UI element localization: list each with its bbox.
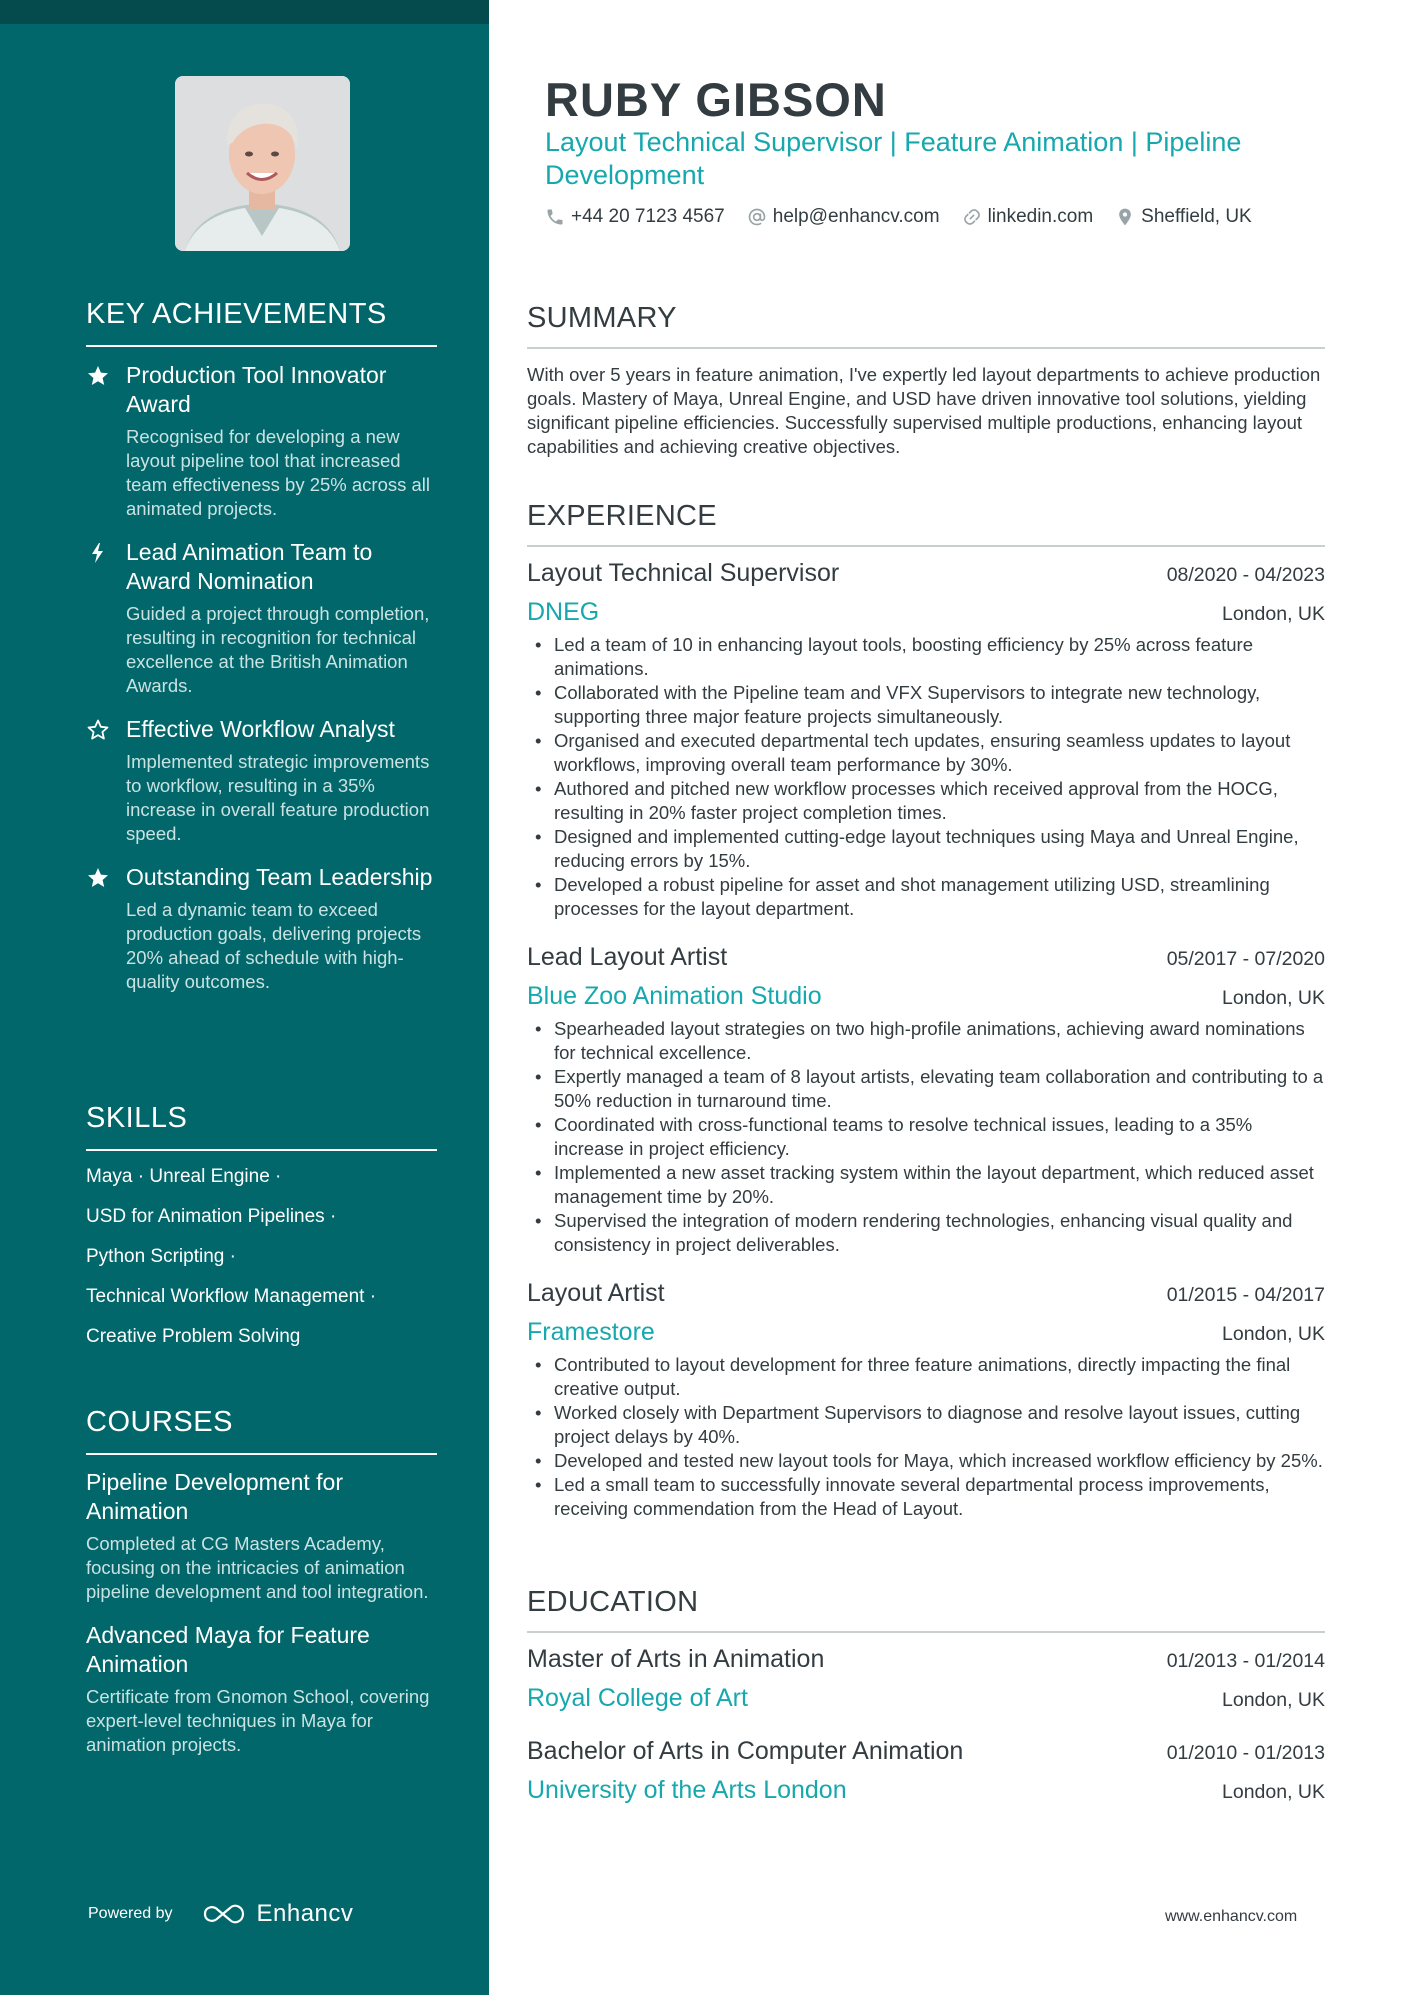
link-icon (962, 207, 982, 227)
skill-item: Python Scripting · (86, 1246, 236, 1267)
course-description: Completed at CG Masters Academy, focusing on the intricacies of animation pipeline development and tool integration. (86, 1533, 429, 1602)
job-bullet: • Developed and tested new layout tools for Maya, which increased workflow efficiency by 25%. (527, 1449, 1325, 1473)
section-heading: COURSES (86, 1406, 437, 1455)
experience-entry (527, 559, 1325, 921)
section-heading: SKILLS (86, 1102, 437, 1151)
job-dates: 01/2015 - 04/2017 (1166, 1284, 1325, 1306)
education-entry (527, 1737, 1325, 1805)
achievement-description: Implemented strategic improvements to workflow, resulting in a 35% increase in overall feature production speed. (126, 751, 430, 844)
headline: Layout Technical Supervisor | Feature Animation | Pipeline Development (545, 127, 1242, 190)
course-description: Certificate from Gnomon School, covering expert-level techniques in Maya for animation projects. (86, 1686, 430, 1755)
experience-heading: EXPERIENCE (527, 500, 1325, 547)
education-heading: EDUCATION (527, 1586, 1325, 1633)
achievement-item (86, 715, 437, 846)
company-name: Blue Zoo Animation Studio (527, 982, 822, 1010)
course-item (86, 1468, 437, 1604)
job-bullet: • Collaborated with the Pipeline team and VFX Supervisors to integrate new technology, supporting three major feature projects simultaneously. (527, 681, 1325, 729)
lightning-icon (86, 541, 110, 565)
company-name: DNEG (527, 598, 600, 626)
job-bullet: • Spearheaded layout strategies on two high-profile animations, achieving award nominations for technical excellence. (527, 1017, 1325, 1065)
job-bullets (527, 1353, 1325, 1521)
job-bullet: • Supervised the integration of modern rendering technologies, enhancing visual quality and consistency in project deliverables. (527, 1209, 1325, 1257)
achievement-item (86, 361, 437, 521)
education-entry (527, 1645, 1325, 1713)
job-bullet: • Led a small team to successfully innovate several departmental process improvements, receiving commendation from the Head of Layout. (527, 1473, 1325, 1521)
contact-email[interactable] (747, 206, 940, 228)
job-bullet: • Contributed to layout development for three feature animations, directly impacting the final creative output. (527, 1353, 1325, 1401)
job-bullet: • Worked closely with Department Supervisors to diagnose and resolve layout issues, cutting project delays by 40%. (527, 1401, 1325, 1449)
job-title: Layout Technical Supervisor (527, 559, 840, 587)
job-bullet: • Expertly managed a team of 8 layout artists, elevating team collaboration and contributing to a 50% reduction in turnaround time. (527, 1065, 1325, 1113)
phone-icon (545, 207, 565, 227)
job-bullet: • Implemented a new asset tracking system within the layout department, which reduced asset management time by 20%. (527, 1161, 1325, 1209)
email-text: help@enhancv.com (772, 206, 940, 227)
achievement-title: Production Tool Innovator Award (126, 362, 387, 417)
experience-entry (527, 1279, 1325, 1521)
contact-bar (545, 206, 1274, 228)
section-heading: KEY ACHIEVEMENTS (86, 298, 437, 347)
profile-photo (175, 76, 350, 251)
candidate-name: RUBY GIBSON (545, 73, 887, 126)
course-title: Advanced Maya for Feature Animation (86, 1622, 370, 1677)
degree-title: Bachelor of Arts in Computer Animation (527, 1737, 964, 1765)
summary-heading: SUMMARY (527, 302, 1325, 349)
education-location: London, UK (1222, 1689, 1325, 1711)
achievement-title: Effective Workflow Analyst (126, 716, 395, 742)
job-bullet: • Organised and executed departmental tech updates, ensuring seamless updates to layout workflows, improving overall team performance by 30%. (527, 729, 1325, 777)
contact-location (1115, 206, 1252, 228)
skills-section (86, 1102, 437, 1357)
job-location: London, UK (1222, 603, 1325, 625)
skill-item: Maya · Unreal Engine · (86, 1166, 282, 1187)
courses-section (86, 1406, 437, 1757)
education-dates: 01/2013 - 01/2014 (1166, 1650, 1325, 1672)
course-item (86, 1621, 437, 1757)
school-name: University of the Arts London (527, 1776, 847, 1804)
at-icon (747, 207, 767, 227)
job-bullet: • Led a team of 10 in enhancing layout tools, boosting efficiency by 25% across feature animations. (527, 633, 1325, 681)
sidebar (0, 0, 489, 1995)
achievement-title: Lead Animation Team to Award Nomination (126, 539, 373, 594)
achievement-description: Guided a project through completion, resulting in recognition for technical excellence at the British Animation Awards. (126, 603, 430, 696)
enhancv-logo-icon (201, 1901, 247, 1927)
course-title: Pipeline Development for Animation (86, 1469, 343, 1524)
job-bullet: • Designed and implemented cutting-edge layout techniques using Maya and Unreal Engine, reducing errors by 15%. (527, 825, 1325, 873)
sidebar-top-bar (0, 0, 489, 24)
powered-by (88, 1900, 353, 1928)
job-location: London, UK (1222, 1323, 1325, 1345)
achievement-description: Recognised for developing a new layout pipeline tool that increased team effectiveness by 25% across all animated projects. (126, 426, 431, 519)
job-dates: 08/2020 - 04/2023 (1166, 564, 1325, 586)
achievement-item (86, 863, 437, 994)
contact-phone[interactable] (545, 206, 725, 228)
phone-text: +44 20 7123 4567 (571, 206, 725, 227)
job-title: Lead Layout Artist (527, 943, 728, 971)
summary-text: With over 5 years in feature animation, I've expertly led layout departments to achieve production goals. Mastery of Maya, Unreal Engine, and USD have driven innovative tool solutions, yielding significant pipeline efficiencies. Successfully supervised multiple productions, enhancing layout capabilities and achieving creative objectives. (527, 364, 1321, 457)
job-bullet: • Authored and pitched new workflow processes which received approval from the HOCG, resulting in 20% faster project completion times. (527, 777, 1325, 825)
star-icon (86, 364, 110, 388)
location-text: Sheffield, UK (1141, 206, 1252, 227)
skill-item: USD for Animation Pipelines · (86, 1206, 337, 1227)
achievement-item (86, 538, 437, 698)
achievement-title: Outstanding Team Leadership (126, 864, 433, 890)
location-pin-icon (1115, 207, 1135, 227)
skill-item: Technical Workflow Management · (86, 1286, 377, 1307)
footer-url[interactable]: www.enhancv.com (1165, 1908, 1298, 1925)
job-bullets (527, 633, 1325, 921)
degree-title: Master of Arts in Animation (527, 1645, 825, 1673)
education-location: London, UK (1222, 1781, 1325, 1803)
education-dates: 01/2010 - 01/2013 (1166, 1742, 1325, 1764)
achievement-description: Led a dynamic team to exceed production goals, delivering projects 20% ahead of schedule with high-quality outcomes. (126, 899, 422, 992)
star-icon (86, 866, 110, 890)
brand-name: Enhancv (256, 1900, 354, 1927)
contact-linkedin[interactable] (962, 206, 1094, 228)
skill-item: Creative Problem Solving (86, 1326, 301, 1347)
experience-entry (527, 943, 1325, 1257)
job-bullet: • Developed a robust pipeline for asset and shot management utilizing USD, streamlining processes for the layout department. (527, 873, 1325, 921)
job-bullets (527, 1017, 1325, 1257)
star-outline-icon (86, 718, 110, 742)
job-title: Layout Artist (527, 1279, 665, 1307)
company-name: Framestore (527, 1318, 655, 1346)
job-location: London, UK (1222, 987, 1325, 1009)
job-bullet: • Coordinated with cross-functional teams to resolve technical issues, leading to a 35% increase in project efficiency. (527, 1113, 1325, 1161)
linkedin-text: linkedin.com (987, 206, 1094, 227)
school-name: Royal College of Art (527, 1684, 748, 1712)
powered-by-label: Powered by (88, 1905, 173, 1922)
key-achievements-section (86, 298, 437, 994)
job-dates: 05/2017 - 07/2020 (1166, 948, 1325, 970)
